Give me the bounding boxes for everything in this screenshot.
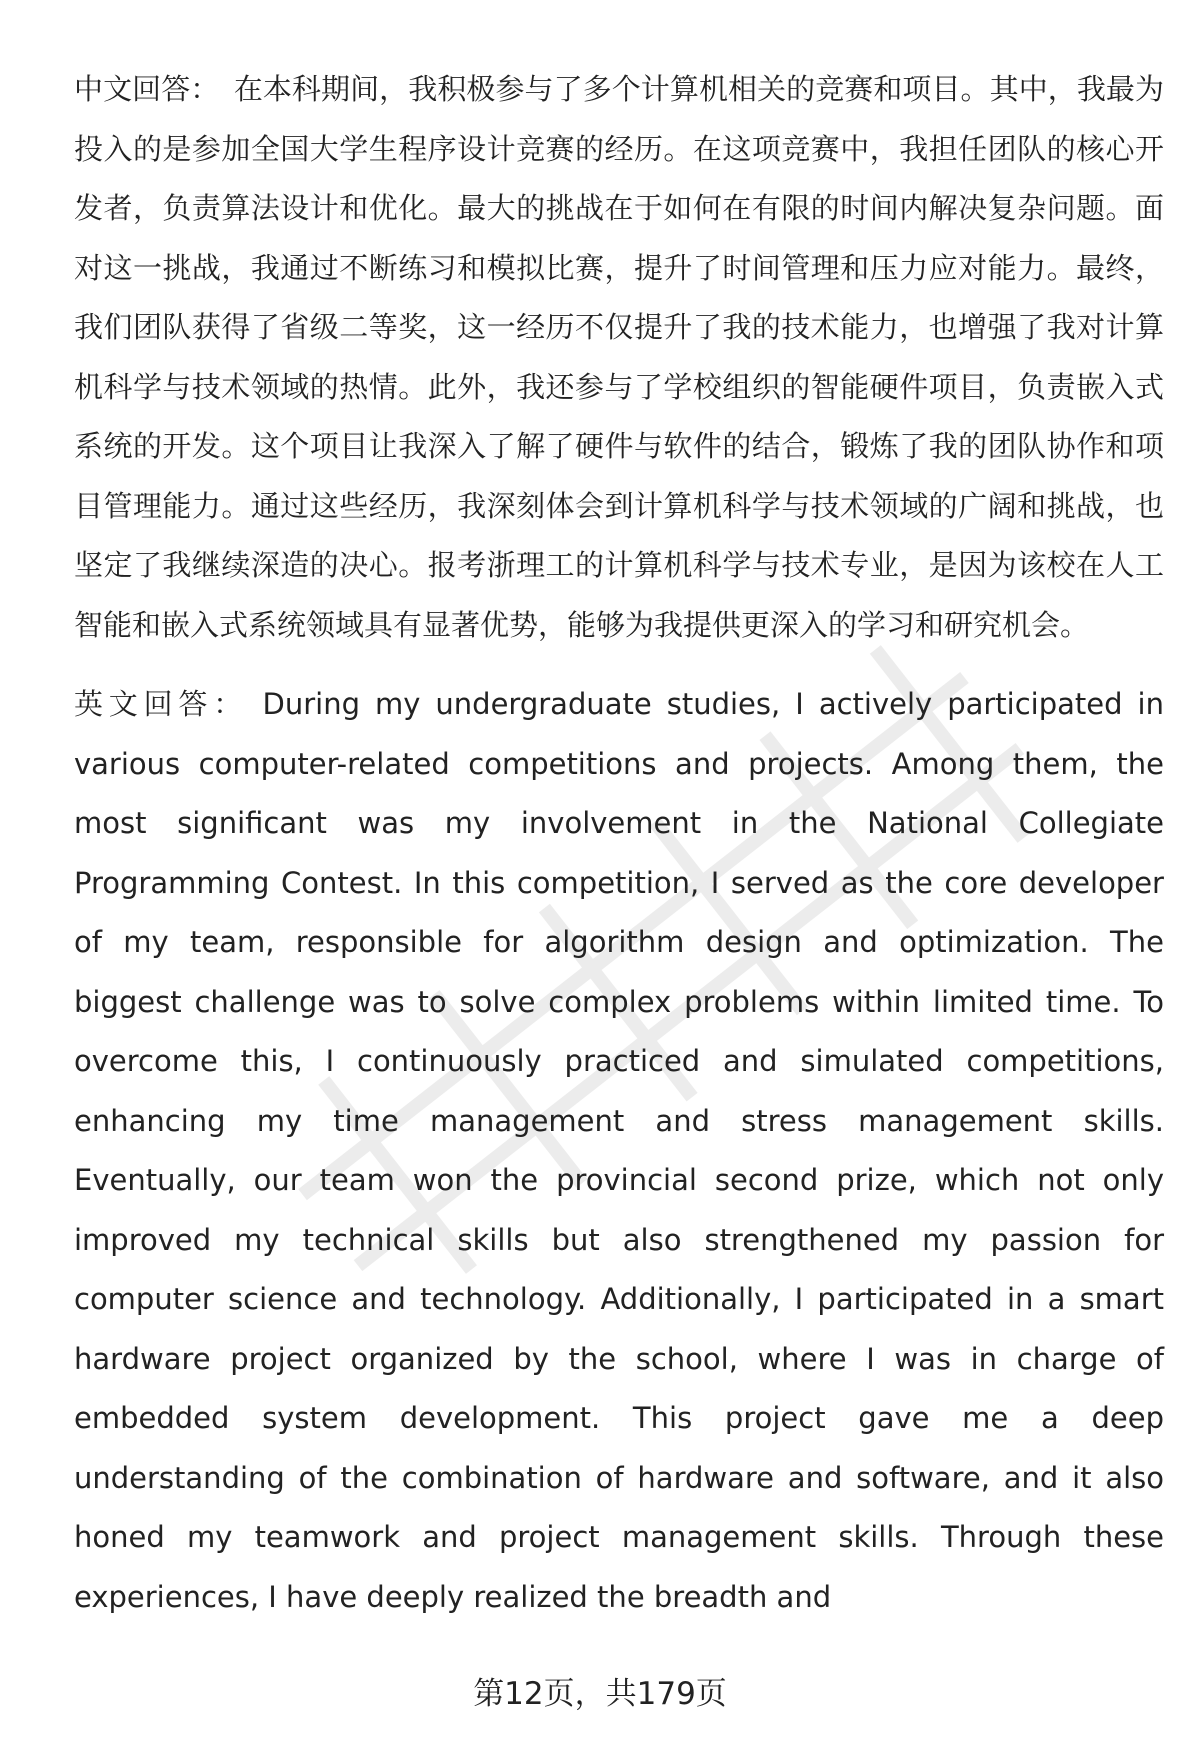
english-answer-label: 英文回答： [74, 687, 248, 721]
document-body [74, 60, 1164, 1627]
english-answer-paragraph [74, 675, 1164, 1627]
page-number-footer: 第12页，共179页 [473, 1676, 727, 1712]
chinese-answer-text: 在本科期间，我积极参与了多个计算机相关的竞赛和项目。其中，我最为投入的是参加全国大学生程序设计竞赛的经历。在这项竞赛中，我担任团队的核心开发者，负责算法设计和优化。最大的挑战在于如何在有限的时间内解决复杂问题。面对这一挑战，我通过不断练习和模拟比赛，提升了时间管理和压力应对能力。最终，我们团队获得了省级二等奖，这一经历不仅提升了我的技术能力，也增强了我对计算机科学与技术领域的热情。此外，我还参与了学校组织的智能硬件项目，负责嵌入式系统的开发。这个项目让我深入了解了硬件与软件的结合，锻炼了我的团队协作和项目管理能力。通过这些经历，我深刻体会到计算机科学与技术领域的广阔和挑战，也坚定了我继续深造的决心。报考浙理工的计算机科学与技术专业，是因为该校在人工智能和嵌入式系统领域具有显著优势，能够为我提供更深入的学习和研究机会。 [74, 72, 1164, 642]
english-answer-text: During my undergraduate studies, I actively participated in various computer-related competitions and projects. Among them, the most significant was my involvement in the National Collegiate Programming Contest. In this competition, I served as the core developer of my team, responsible for algorithm design and optimization. The biggest challenge was to solve complex problems within limited time. To overcome this, I continuously practiced and simulated competitions, enhancing my time management and stress management skills. Eventually, our team won the provincial second prize, which not only improved my technical skills but also strengthened my passion for computer science and technology. Additionally, I participated in a smart hardware project organized by the school, where I was in charge of embedded system development. This project gave me a deep understanding of the combination of hardware and software, and it also honed my teamwork and project management skills. Through these experiences, I have deeply realized the breadth and [74, 687, 1164, 1614]
chinese-answer-paragraph [74, 60, 1164, 655]
chinese-answer-label: 中文回答： [74, 72, 220, 106]
